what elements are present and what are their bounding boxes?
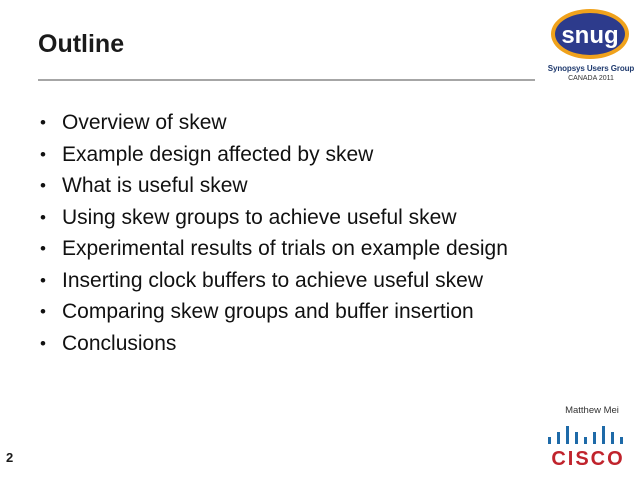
list-item <box>38 139 508 171</box>
slide-title: Outline <box>38 30 125 58</box>
bullet-icon: • <box>40 333 46 353</box>
list-item <box>38 170 508 202</box>
bullet-icon: • <box>40 113 46 132</box>
list-item <box>38 296 508 328</box>
snug-logo-wordmark: snug <box>561 22 619 49</box>
snug-logo <box>545 6 635 98</box>
list-item <box>38 233 508 265</box>
bullet-icon: • <box>40 270 46 290</box>
list-item-text: Using skew groups to achieve useful skew <box>62 205 457 229</box>
list-item <box>38 202 508 234</box>
bullet-icon: • <box>40 144 46 164</box>
list-item-text: Experimental results of trials on example design <box>62 237 508 260</box>
snug-subtitle: CANADA 2011 <box>568 75 614 82</box>
author-name: Matthew Mei <box>565 405 619 416</box>
list-item-text: Conclusions <box>62 331 177 355</box>
cisco-wordmark: CISCO <box>551 448 625 470</box>
list-item <box>38 107 508 139</box>
bullet-icon: • <box>40 239 46 258</box>
list-item-text: Example design affected by skew <box>62 142 374 166</box>
outline-list <box>38 107 508 359</box>
list-item <box>38 328 508 360</box>
list-item-text: What is useful skew <box>62 174 248 197</box>
snug-tagline: Synopsys Users Group <box>547 64 635 73</box>
bullet-icon: • <box>40 176 46 195</box>
page-number: 2 <box>6 450 14 465</box>
bullet-icon: • <box>40 207 46 227</box>
title-divider <box>38 79 535 81</box>
list-item <box>38 265 508 297</box>
list-item-text: Comparing skew groups and buffer insertion <box>62 300 474 323</box>
list-item-text: Inserting clock buffers to achieve useful skew <box>62 268 483 292</box>
cisco-bars-icon <box>547 424 627 446</box>
list-item-text: Overview of skew <box>62 111 227 134</box>
bullet-icon: • <box>40 302 46 321</box>
